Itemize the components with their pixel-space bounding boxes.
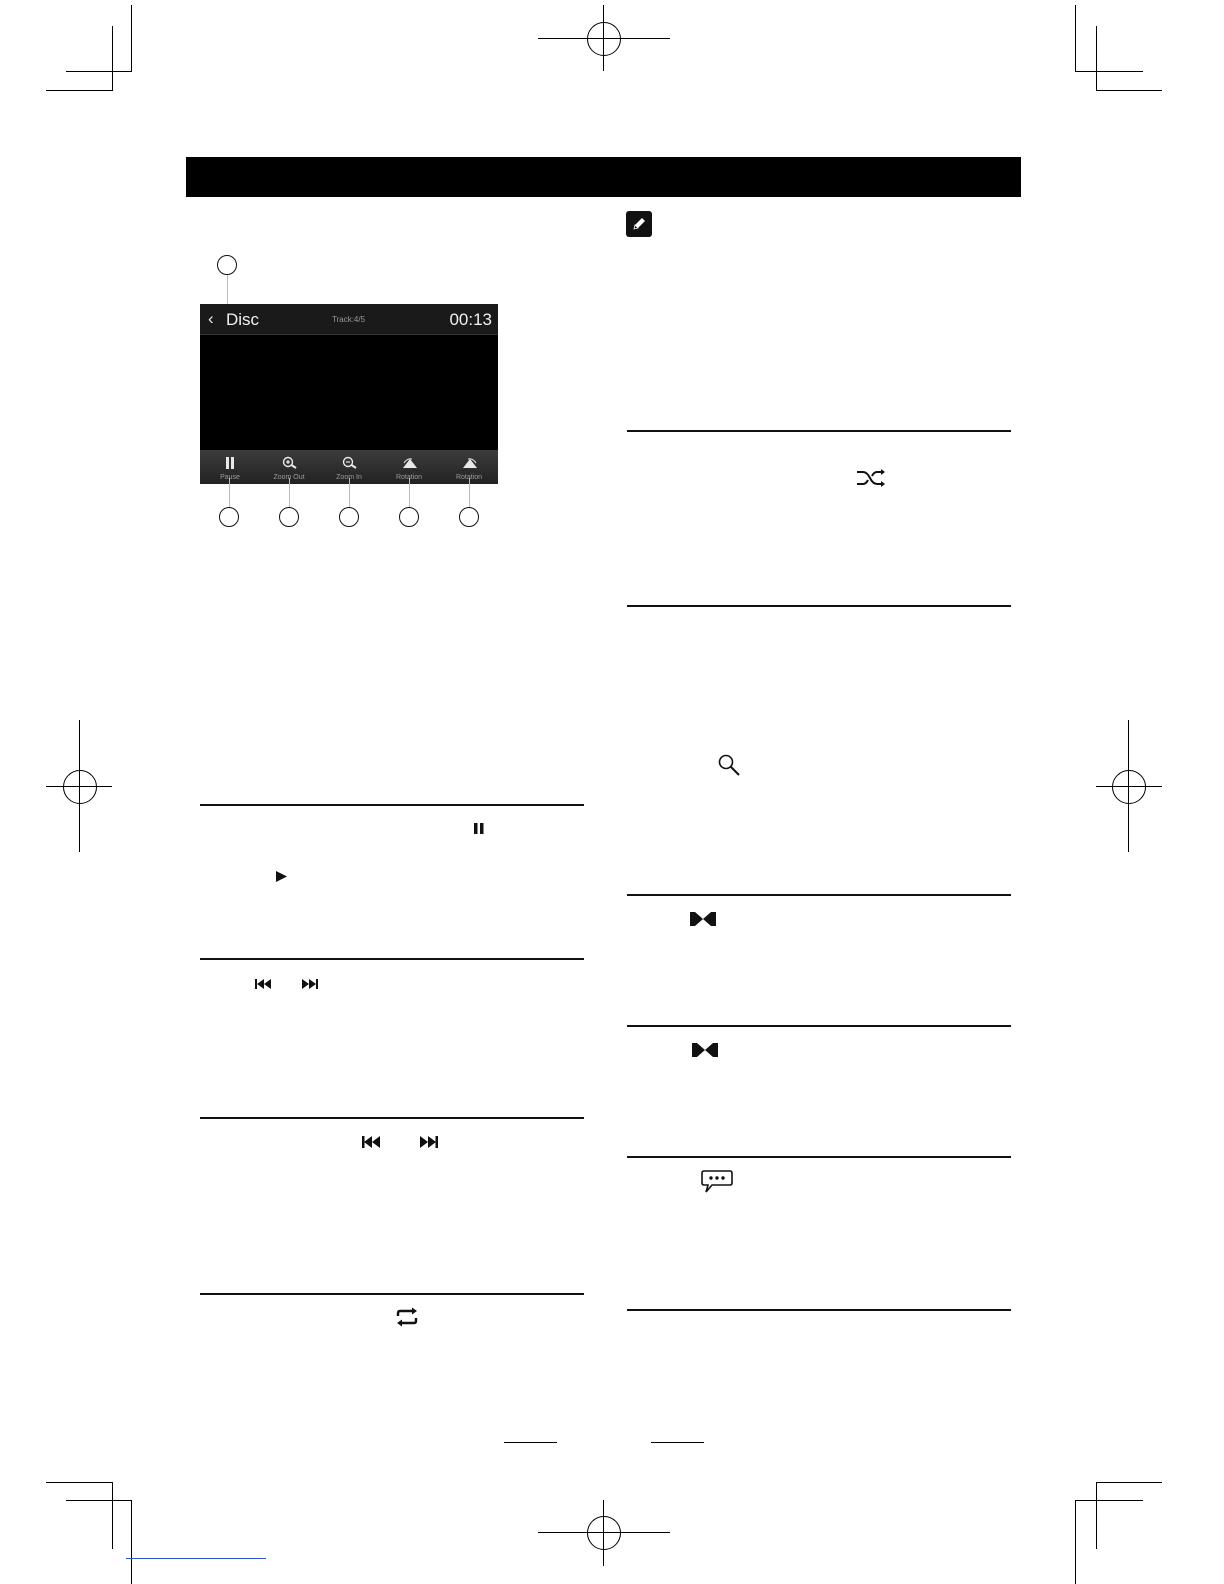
section-divider	[627, 430, 1011, 432]
subtitle-icon	[700, 1169, 734, 1195]
shuffle-icon	[856, 469, 886, 487]
callout-4	[339, 507, 359, 527]
track-info: Track:4/5	[332, 315, 366, 324]
page-number-rule	[504, 1442, 557, 1443]
pause-button[interactable]	[200, 450, 260, 484]
section-divider	[627, 1025, 1011, 1027]
zoom-out-label: Zoom Out	[273, 474, 305, 481]
rotate-left-icon	[401, 456, 419, 470]
disc-playback-screen	[200, 304, 498, 484]
screen-top-bar	[200, 304, 498, 335]
pause-icon	[222, 456, 238, 470]
angle-icon	[691, 1041, 719, 1059]
pause-icon	[473, 822, 485, 835]
callout-leader	[349, 478, 350, 508]
footer-link-underline	[126, 1558, 266, 1559]
pause-label: Pause	[220, 474, 240, 481]
section-divider	[627, 894, 1011, 896]
angle-icon	[689, 910, 717, 928]
skip-next-icon	[419, 1135, 439, 1149]
callout-leader	[469, 478, 470, 508]
play-icon	[275, 870, 288, 883]
section-divider	[627, 605, 1011, 607]
back-chevron-icon[interactable]: ‹	[208, 309, 214, 328]
rotate-right-label: Rotation	[455, 474, 483, 481]
skip-previous-icon	[361, 1135, 381, 1149]
skip-next-icon	[301, 978, 319, 990]
zoom-in-icon	[341, 456, 359, 470]
callout-leader	[289, 478, 290, 508]
page-number-rule	[651, 1442, 704, 1443]
callout-6	[459, 507, 479, 527]
zoom-out-icon	[281, 456, 299, 470]
rotate-left-label: Rotation	[395, 474, 423, 481]
source-title[interactable]: Disc	[226, 310, 260, 329]
callout-1	[217, 255, 237, 275]
section-divider	[200, 1117, 584, 1119]
section-divider	[627, 1156, 1011, 1158]
pencil-note-icon	[626, 211, 652, 237]
section-header-bar	[186, 157, 1021, 197]
callout-leader	[409, 478, 410, 508]
search-icon	[717, 753, 741, 777]
section-divider	[200, 804, 584, 806]
callout-3	[279, 507, 299, 527]
elapsed-time: 00:13	[449, 310, 492, 329]
skip-previous-icon	[254, 978, 272, 990]
section-divider	[200, 1293, 584, 1295]
repeat-icon	[395, 1307, 419, 1327]
rotate-right-icon	[461, 456, 479, 470]
section-divider	[627, 1309, 1011, 1311]
callout-2	[219, 507, 239, 527]
callout-5	[399, 507, 419, 527]
zoom-in-label: Zoom In	[336, 474, 362, 481]
section-divider	[200, 958, 584, 960]
callout-leader	[229, 478, 230, 508]
